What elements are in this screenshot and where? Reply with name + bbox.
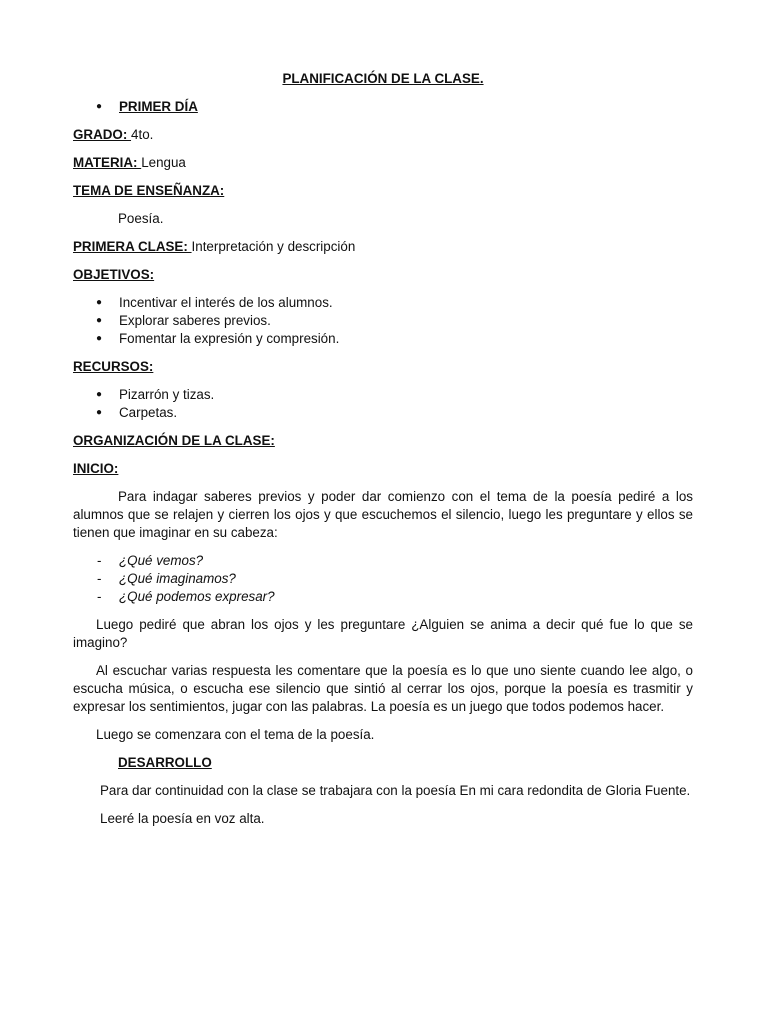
inicio-paragraph-2: Luego pediré que abran los ojos y les preguntare ¿Alguien se anima a decir qué fue lo que se imagino? (73, 617, 693, 650)
organizacion-heading: ORGANIZACIÓN DE LA CLASE: (73, 433, 275, 448)
recursos-label: RECURSOS: (73, 359, 154, 374)
list-item: ● Explorar saberes previos. (73, 312, 693, 330)
list-item: - ¿Qué imaginamos? (73, 570, 693, 588)
primera-clase-line (73, 238, 693, 256)
document-body (73, 70, 693, 838)
grado-value: 4to. (131, 127, 154, 142)
tema-label: TEMA DE ENSEÑANZA: (73, 183, 225, 198)
page-title: PLANIFICACIÓN DE LA CLASE. (282, 71, 484, 86)
primera-clase-value: Interpretación y descripción (191, 239, 356, 254)
list-item: ● Fomentar la expresión y compresión. (73, 330, 693, 348)
list-item: - ¿Qué podemos expresar? (73, 588, 693, 606)
objetivos-list (73, 294, 693, 348)
inicio-intro-paragraph: Para indagar saberes previos y poder dar comienzo con el tema de la poesía pediré a los alumnos que se relajen y cierren los ojos y que escuchemos el silencio, luego les preguntare y ellos se tienen que imaginar en su cabeza: (73, 489, 693, 540)
inicio-paragraph-4: Luego se comenzara con el tema de la poesía. (96, 727, 375, 742)
materia-line (73, 154, 693, 172)
desarrollo-heading: DESARROLLO (118, 755, 212, 770)
questions-list (73, 552, 693, 606)
recursos-heading (73, 358, 693, 376)
desarrollo-heading-line (73, 754, 693, 772)
primera-clase-label: PRIMERA CLASE: (73, 239, 192, 254)
list-item: ● Incentivar el interés de los alumnos. (73, 294, 693, 312)
grado-line (73, 126, 693, 144)
inicio-heading: INICIO: (73, 461, 119, 476)
desarrollo-paragraph-1: Para dar continuidad con la clase se trabajara con la poesía En mi cara redondita de Gloria Fuente. (100, 783, 691, 798)
grado-label: GRADO: (73, 127, 132, 142)
list-item: - ¿Qué vemos? (73, 552, 693, 570)
objetivos-heading (73, 266, 693, 284)
desarrollo-paragraph-2: Leeré la poesía en voz alta. (100, 811, 265, 826)
objetivos-label: OBJETIVOS: (73, 267, 155, 282)
primer-dia-heading: ● PRIMER DÍA (73, 98, 693, 116)
day-list (73, 98, 693, 116)
tema-value: Poesía. (118, 211, 164, 226)
materia-value: Lengua (141, 155, 186, 170)
list-item: ● Carpetas. (73, 404, 693, 422)
list-item: ● Pizarrón y tizas. (73, 386, 693, 404)
tema-line (73, 182, 693, 200)
materia-label: MATERIA: (73, 155, 142, 170)
recursos-list (73, 386, 693, 422)
inicio-paragraph-3: Al escuchar varias respuesta les comentare que la poesía es lo que uno siente cuando lee algo, o escucha música, o escucha ese silencio que sintió al cerrar los ojos, porque la poesía es trasmitir y expresar los sentimientos, jugar con las palabras. La poesía es un juego que todos podemos hacer. (73, 663, 693, 714)
